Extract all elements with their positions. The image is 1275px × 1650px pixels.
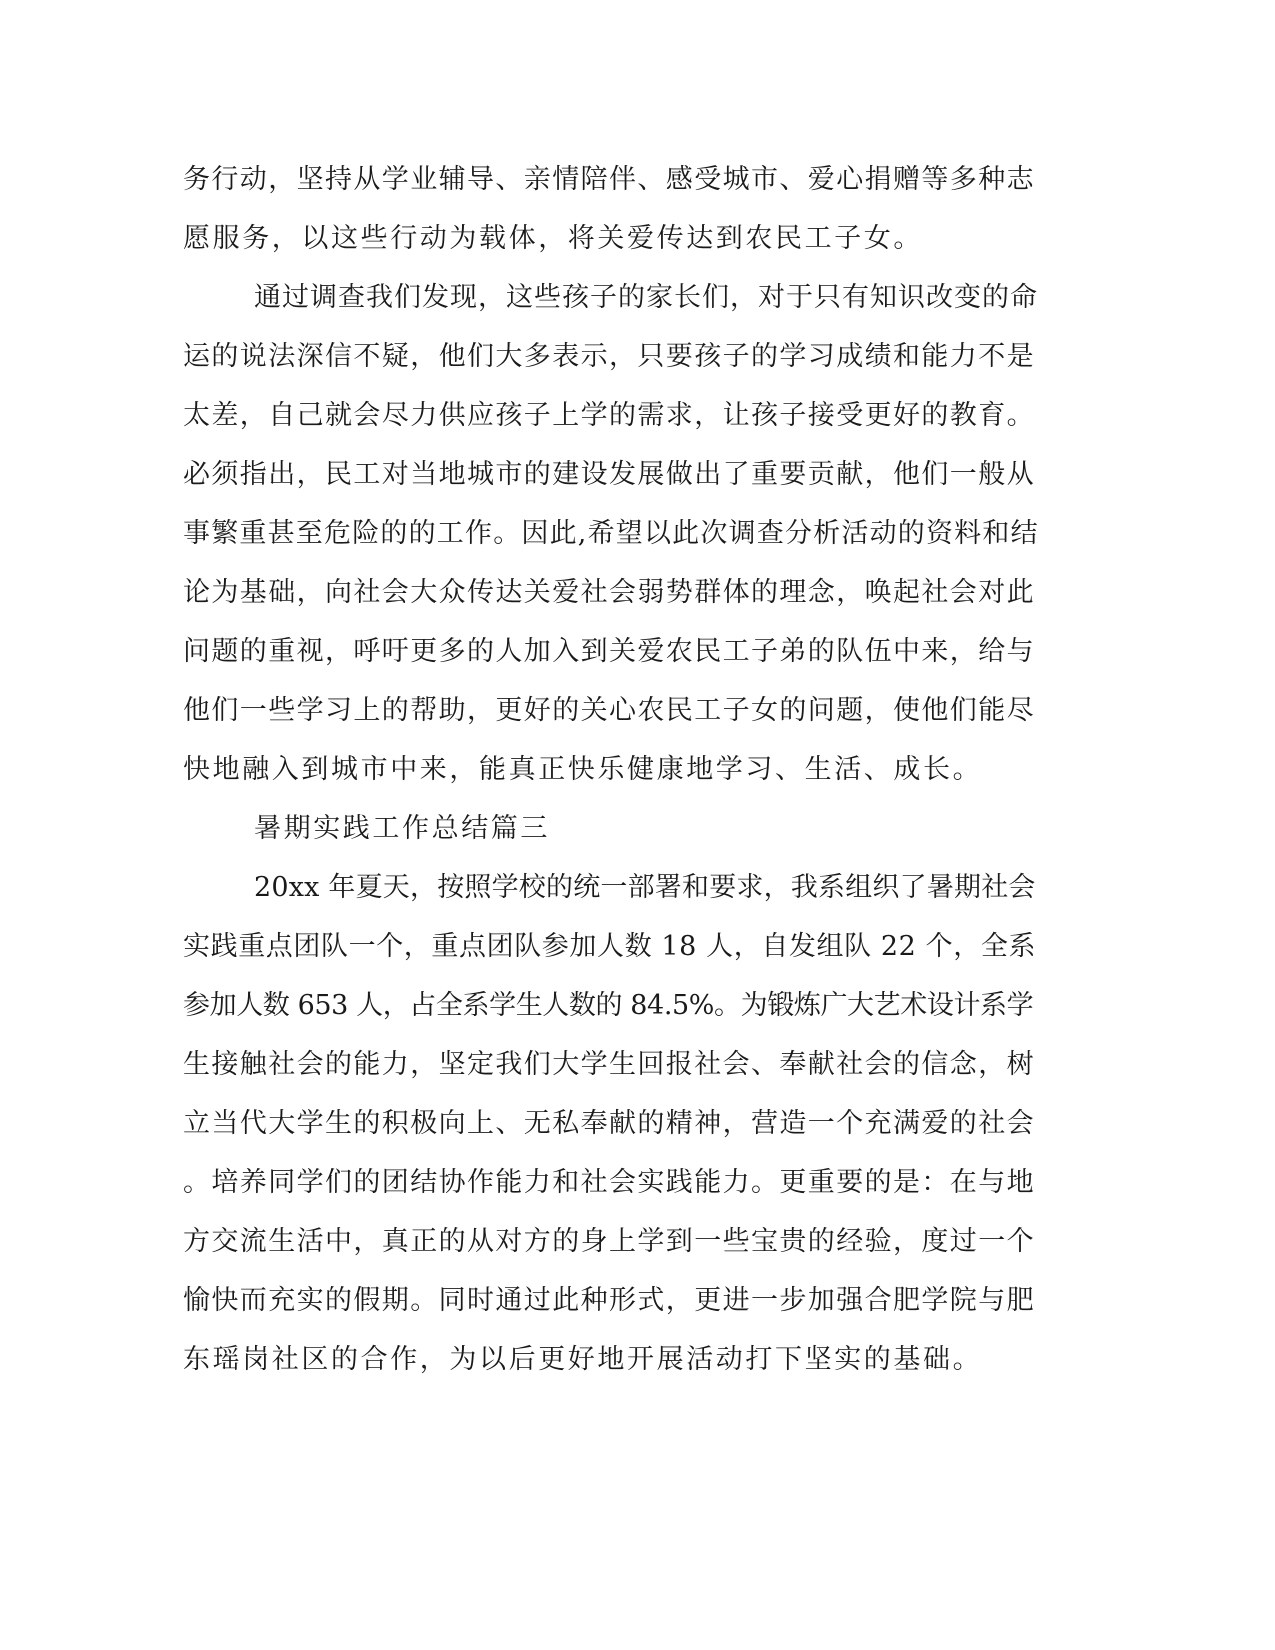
text-line-10: 他们一些学习上的帮助，更好的关心农民工子女的问题，使他们能尽: [183, 695, 1035, 726]
text-line-9: 问题的重视，呼吁更多的人加入到关爱农民工子弟的队伍中来，给与: [183, 636, 1035, 667]
text-line-17: 立当代大学生的积极向上、无私奉献的精神，营造一个充满爱的社会: [183, 1108, 1035, 1139]
text-line-18: 。培养同学们的团结协作能力和社会实践能力。更重要的是：在与地: [183, 1167, 1035, 1198]
text-line-7: 事繁重甚至危险的的工作。因此,希望以此次调查分析活动的资料和结: [183, 518, 1039, 549]
section-heading: 暑期实践工作总结篇三: [254, 813, 550, 844]
text-line-13: 20xx 年夏天，按照学校的统一部署和要求，我系组织了暑期社会: [254, 872, 1036, 903]
text-line-6: 必须指出，民工对当地城市的建设发展做出了重要贡献，他们一般从: [183, 459, 1035, 490]
text-line-11: 快地融入到城市中来，能真正快乐健康地学习、生活、成长。: [183, 754, 983, 785]
text-line-21: 东瑶岗社区的合作，为以后更好地开展活动打下坚实的基础。: [183, 1344, 983, 1375]
text-line-1: 务行动，坚持从学业辅导、亲情陪伴、感受城市、爱心捐赠等多种志: [183, 164, 1035, 195]
text-line-5: 太差，自己就会尽力供应孩子上学的需求，让孩子接受更好的教育。: [183, 400, 1035, 431]
text-line-20: 愉快而充实的假期。同时通过此种形式，更进一步加强合肥学院与肥: [183, 1285, 1035, 1316]
text-line-3: 通过调查我们发现，这些孩子的家长们，对于只有知识改变的命: [254, 282, 1038, 313]
text-line-14: 实践重点团队一个，重点团队参加人数 18 人，自发组队 22 个，全系: [183, 931, 1037, 962]
text-line-16: 生接触社会的能力，坚定我们大学生回报社会、奉献社会的信念，树: [183, 1049, 1035, 1080]
text-line-8: 论为基础，向社会大众传达关爱社会弱势群体的理念，唤起社会对此: [183, 577, 1035, 608]
text-line-15: 参加人数 653 人，占全系学生人数的 84.5%。为锻炼广大艺术设计系学: [183, 990, 1034, 1021]
text-line-2: 愿服务，以这些行动为载体，将关爱传达到农民工子女。: [183, 223, 923, 254]
text-line-19: 方交流生活中，真正的从对方的身上学到一些宝贵的经验，度过一个: [183, 1226, 1035, 1257]
text-line-4: 运的说法深信不疑，他们大多表示，只要孩子的学习成绩和能力不是: [183, 341, 1035, 372]
